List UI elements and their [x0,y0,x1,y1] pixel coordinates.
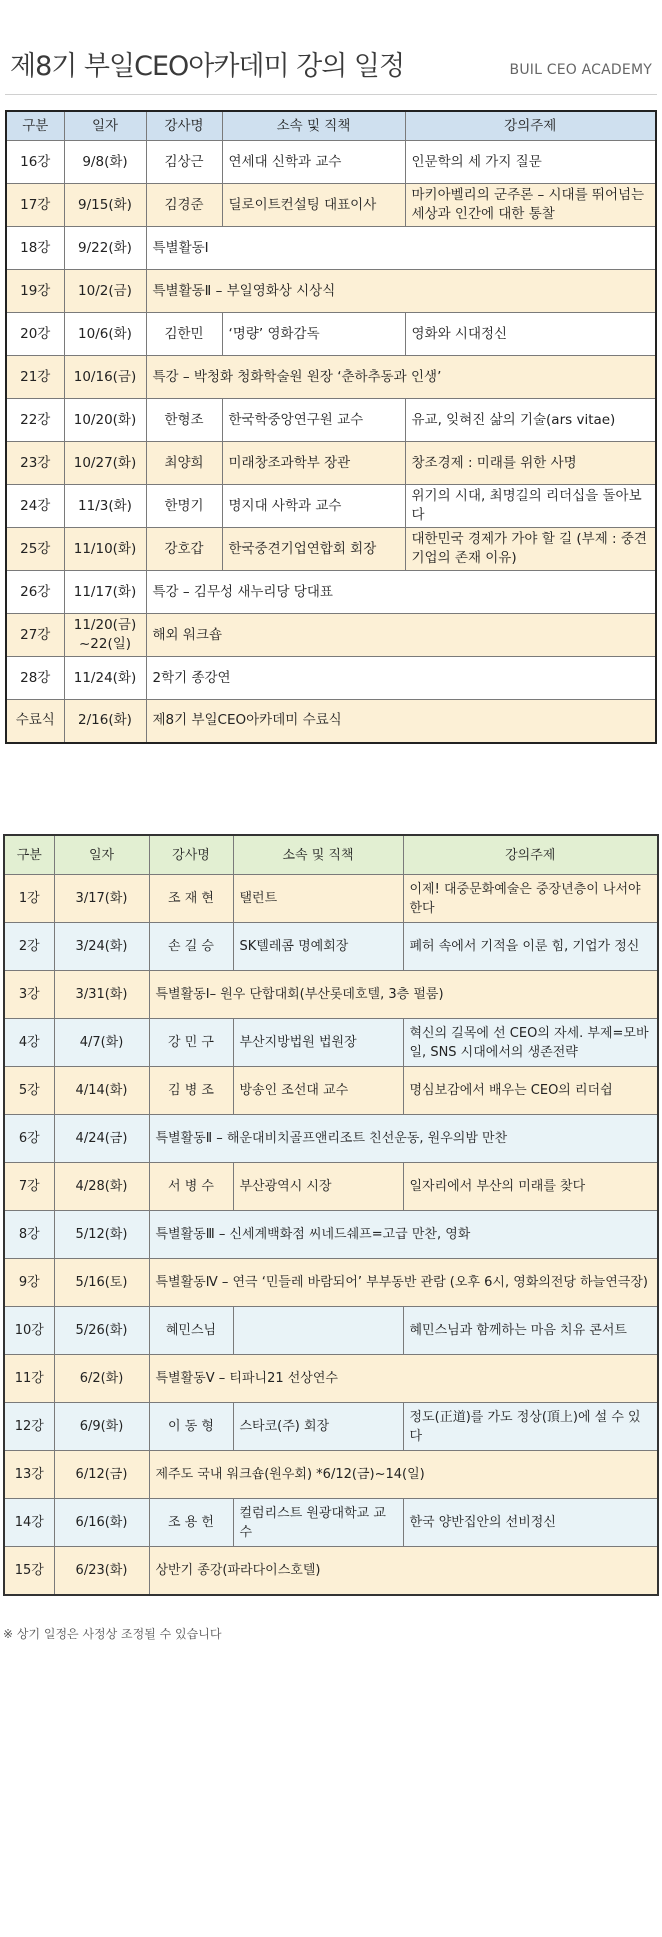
session-cell: 25강 [6,528,64,571]
affiliation-cell: 부산지방법원 법원장 [233,1019,403,1067]
header-divider [5,94,657,95]
date-cell: 10/6(화) [64,313,146,356]
table-row [4,1211,658,1259]
session-cell: 26강 [6,571,64,614]
event-cell: 제주도 국내 워크숍(원우회) *6/12(금)~14(일) [149,1451,658,1499]
lecturer-cell: 한형조 [146,399,222,442]
footnote: ※ 상기 일정은 사정상 조정될 수 있습니다 [3,1627,222,1641]
col-header-affiliation: 소속 및 직책 [222,111,405,141]
session-cell: 22강 [6,399,64,442]
table-row [4,1499,658,1547]
affiliation-cell: 방송인 조선대 교수 [233,1067,403,1115]
table-row [6,227,656,270]
table-row [6,141,656,184]
affiliation-cell: 딜로이트컨설팅 대표이사 [222,184,405,227]
lecturer-cell: 김경준 [146,184,222,227]
lecturer-cell: 김 병 조 [149,1067,233,1115]
session-cell: 4강 [4,1019,54,1067]
table-row [6,270,656,313]
lecturer-cell: 서 병 수 [149,1163,233,1211]
date-cell: 9/15(화) [64,184,146,227]
session-cell: 11강 [4,1355,54,1403]
schedule-table-2nd-term [5,110,657,744]
topic-cell: 대한민국 경제가 가야 할 길 (부제 : 중견기업의 존재 이유) [405,528,656,571]
date-cell: 11/10(화) [64,528,146,571]
col-header-date: 일자 [64,111,146,141]
session-cell: 8강 [4,1211,54,1259]
topic-cell: 명심보감에서 배우는 CEO의 리더쉽 [403,1067,658,1115]
col-header-topic: 강의주제 [403,835,658,875]
table-row [4,1403,658,1451]
lecturer-cell: 혜민스님 [149,1307,233,1355]
col-header-date: 일자 [54,835,149,875]
session-cell: 6강 [4,1115,54,1163]
lecturer-cell: 강호갑 [146,528,222,571]
session-cell: 10강 [4,1307,54,1355]
table-row [6,657,656,700]
table-row [4,1451,658,1499]
table-row [6,700,656,743]
date-cell: 11/24(화) [64,657,146,700]
date-cell: 10/20(화) [64,399,146,442]
table-row [4,1259,658,1307]
lecturer-cell: 이 동 형 [149,1403,233,1451]
session-cell: 18강 [6,227,64,270]
event-cell: 해외 워크숍 [146,614,656,657]
table-row [4,923,658,971]
table-row [6,399,656,442]
col-header-lecturer: 강사명 [149,835,233,875]
page-title: 제8기 부일CEO아카데미 강의 일정 [10,51,405,82]
date-cell: 10/16(금) [64,356,146,399]
table-row [6,571,656,614]
session-cell: 14강 [4,1499,54,1547]
session-cell: 13강 [4,1451,54,1499]
lecturer-cell: 한명기 [146,485,222,528]
date-cell: 4/14(화) [54,1067,149,1115]
session-cell: 24강 [6,485,64,528]
schedule-table-1st-term [3,834,659,1596]
page-header [0,0,662,100]
session-cell: 23강 [6,442,64,485]
session-cell: 21강 [6,356,64,399]
topic-cell: 이제! 대중문화예술은 중장년층이 나서야 한다 [403,875,658,923]
affiliation-cell: 컬럼리스트 원광대학교 교수 [233,1499,403,1547]
date-cell: 6/2(화) [54,1355,149,1403]
date-cell: 3/31(화) [54,971,149,1019]
affiliation-cell: 명지대 사학과 교수 [222,485,405,528]
event-cell: 특강 – 김무성 새누리당 당대표 [146,571,656,614]
table-row [4,971,658,1019]
event-cell: 특별활동Ⅱ – 해운대비치골프앤리조트 친선운동, 원우의밤 만찬 [149,1115,658,1163]
lecturer-cell: 김상근 [146,141,222,184]
event-cell: 특별활동Ⅳ – 연극 ‘민들레 바람되어’ 부부동반 관람 (오후 6시, 영화의전당 하늘연극장) [149,1259,658,1307]
date-cell: 3/24(화) [54,923,149,971]
topic-cell: 위기의 시대, 최명길의 리더십을 돌아보다 [405,485,656,528]
topic-cell: 영화와 시대정신 [405,313,656,356]
lecturer-cell: 김한민 [146,313,222,356]
lecturer-cell: 강 민 구 [149,1019,233,1067]
session-cell: 15강 [4,1547,54,1595]
session-cell: 12강 [4,1403,54,1451]
event-cell: 특별활동Ⅱ – 부일영화상 시상식 [146,270,656,313]
table-row [4,875,658,923]
date-cell: 9/8(화) [64,141,146,184]
table-row [4,1019,658,1067]
affiliation-cell: 탤런트 [233,875,403,923]
session-cell: 7강 [4,1163,54,1211]
session-cell: 20강 [6,313,64,356]
event-cell: 상반기 종강(파라다이스호텔) [149,1547,658,1595]
affiliation-cell: SK텔레콤 명예회장 [233,923,403,971]
affiliation-cell [233,1307,403,1355]
session-cell: 27강 [6,614,64,657]
event-cell: 특별활동Ⅴ – 티파니21 선상연수 [149,1355,658,1403]
event-cell: 특별활동Ⅰ– 원우 단합대회(부산롯데호텔, 3층 펄룸) [149,971,658,1019]
date-cell: 10/27(화) [64,442,146,485]
session-cell: 16강 [6,141,64,184]
table-row [6,442,656,485]
affiliation-cell: 한국중견기업연합회 회장 [222,528,405,571]
table-row [4,1115,658,1163]
table-row [6,356,656,399]
affiliation-cell: 연세대 신학과 교수 [222,141,405,184]
table-row [4,1547,658,1595]
date-cell: 6/23(화) [54,1547,149,1595]
date-cell: 2/16(화) [64,700,146,743]
table-header-row [6,111,656,141]
affiliation-cell: 한국학중앙연구원 교수 [222,399,405,442]
event-cell: 제8기 부일CEO아카데미 수료식 [146,700,656,743]
event-cell: 특별활동Ⅲ – 신세계백화점 씨네드쉐프=고급 만찬, 영화 [149,1211,658,1259]
date-cell: 6/12(금) [54,1451,149,1499]
table-body [4,875,658,1595]
affiliation-cell: 스타코(주) 회장 [233,1403,403,1451]
topic-cell: 인문학의 세 가지 질문 [405,141,656,184]
table-header-row [4,835,658,875]
date-cell: 11/3(화) [64,485,146,528]
session-cell: 2강 [4,923,54,971]
session-cell: 17강 [6,184,64,227]
event-cell: 2학기 종강연 [146,657,656,700]
table-row [6,614,656,657]
date-cell: 11/17(화) [64,571,146,614]
table-row [6,313,656,356]
table-body [6,141,656,743]
topic-cell: 한국 양반집안의 선비정신 [403,1499,658,1547]
date-cell: 4/7(화) [54,1019,149,1067]
date-cell: 4/24(금) [54,1115,149,1163]
session-cell: 3강 [4,971,54,1019]
session-cell: 28강 [6,657,64,700]
date-cell: 6/9(화) [54,1403,149,1451]
topic-cell: 폐허 속에서 기적을 이룬 힘, 기업가 정신 [403,923,658,971]
table-row [6,184,656,227]
session-cell: 19강 [6,270,64,313]
lecturer-cell: 최양희 [146,442,222,485]
session-cell: 수료식 [6,700,64,743]
lecturer-cell: 조 재 현 [149,875,233,923]
session-cell: 1강 [4,875,54,923]
topic-cell: 정도(正道)를 가도 정상(頂上)에 설 수 있다 [403,1403,658,1451]
date-cell: 4/28(화) [54,1163,149,1211]
event-cell: 특별활동Ⅰ [146,227,656,270]
date-cell: 3/17(화) [54,875,149,923]
date-cell: 5/26(화) [54,1307,149,1355]
session-cell: 9강 [4,1259,54,1307]
lecturer-cell: 조 용 헌 [149,1499,233,1547]
date-cell: 6/16(화) [54,1499,149,1547]
table-row [4,1355,658,1403]
affiliation-cell: ‘명량’ 영화감독 [222,313,405,356]
table-row [4,1307,658,1355]
topic-cell: 혁신의 길목에 선 CEO의 자세. 부제=모바일, SNS 시대에서의 생존전략 [403,1019,658,1067]
col-header-affiliation: 소속 및 직책 [233,835,403,875]
date-cell: 5/12(화) [54,1211,149,1259]
topic-cell: 일자리에서 부산의 미래를 찾다 [403,1163,658,1211]
affiliation-cell: 미래창조과학부 장관 [222,442,405,485]
event-cell: 특강 – 박청화 청화학술원 원장 ‘춘하추동과 인생’ [146,356,656,399]
col-header-no: 구분 [6,111,64,141]
session-cell: 5강 [4,1067,54,1115]
date-cell: 9/22(화) [64,227,146,270]
table-row [4,1067,658,1115]
topic-cell: 창조경제 : 미래를 위한 사명 [405,442,656,485]
col-header-topic: 강의주제 [405,111,656,141]
col-header-no: 구분 [4,835,54,875]
table-row [4,1163,658,1211]
date-cell: 11/20(금) ~22(일) [64,614,146,657]
lecturer-cell: 손 길 승 [149,923,233,971]
date-cell: 5/16(토) [54,1259,149,1307]
page-subtitle: BUIL CEO ACADEMY [509,62,652,78]
table-row [6,485,656,528]
topic-cell: 유교, 잊혀진 삶의 기술(ars vitae) [405,399,656,442]
topic-cell: 혜민스님과 함께하는 마음 치유 콘서트 [403,1307,658,1355]
topic-cell: 마키아벨리의 군주론 – 시대를 뛰어넘는 세상과 인간에 대한 통찰 [405,184,656,227]
col-header-lecturer: 강사명 [146,111,222,141]
affiliation-cell: 부산광역시 시장 [233,1163,403,1211]
date-cell: 10/2(금) [64,270,146,313]
table-row [6,528,656,571]
